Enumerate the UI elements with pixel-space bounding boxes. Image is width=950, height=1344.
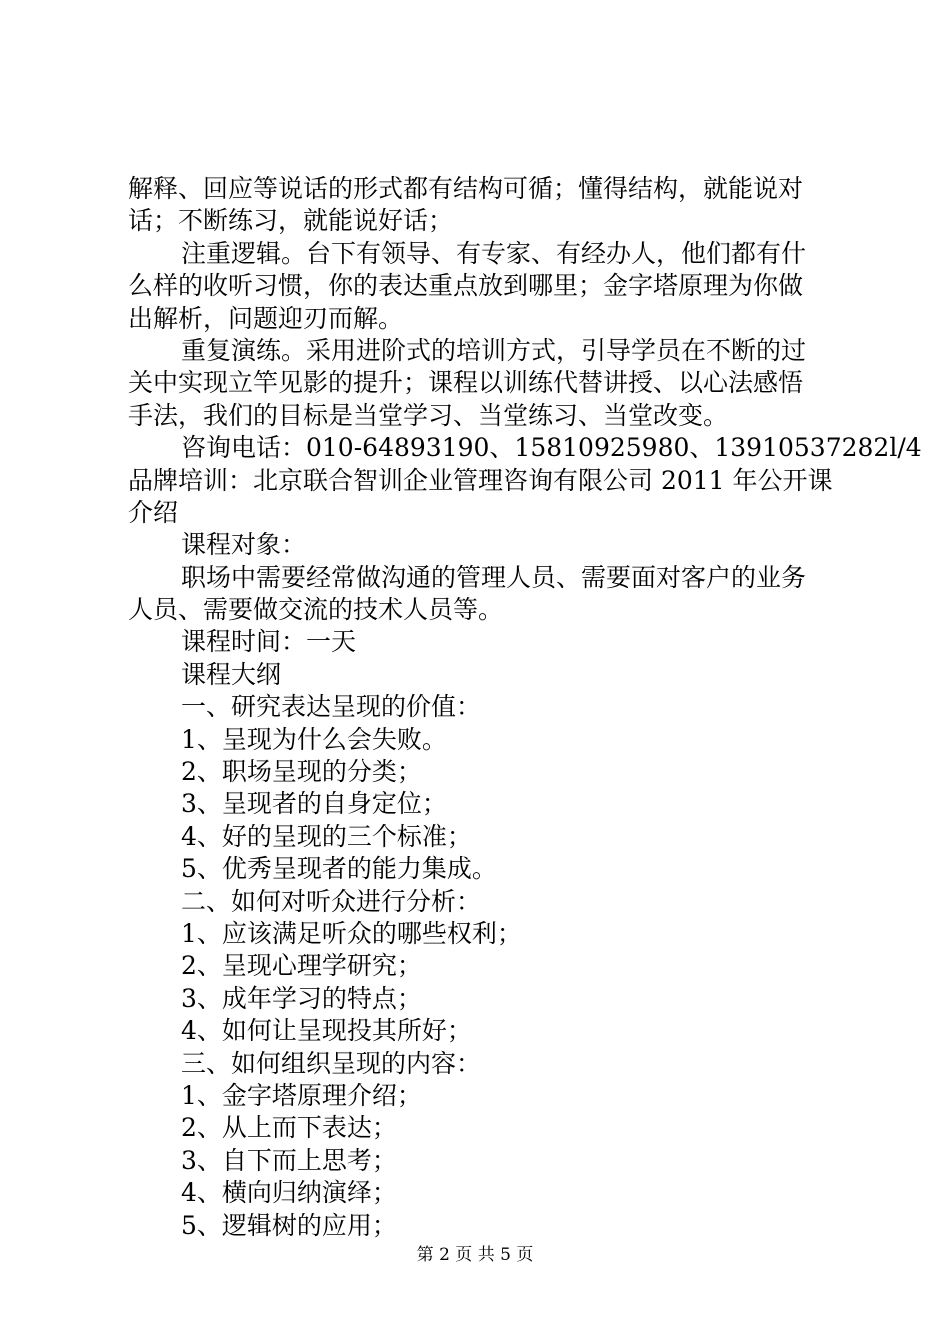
text-line: 1、金字塔原理介绍； (181, 1080, 422, 1110)
text-line: 三、如何组织呈现的内容： (181, 1048, 482, 1078)
text-line: 么样的收听习惯，你的表达重点放到哪里；金字塔原理为你做 (128, 271, 804, 301)
document-body (128, 173, 922, 1242)
text-line: 1、应该满足听众的哪些权利； (181, 918, 522, 948)
text-line: 2、从上而下表达； (181, 1113, 397, 1143)
text-line: 1、呈现为什么会失败。 (181, 724, 447, 754)
text-line: 2、呈现心理学研究； (181, 951, 422, 981)
text-line: 注重逻辑。台下有领导、有专家、有经办人，他们都有什 (181, 238, 807, 268)
text-line: 二、如何对听众进行分析： (181, 886, 482, 916)
text-line: 介绍 (128, 497, 179, 527)
text-line: 课程时间：一天 (181, 627, 357, 657)
text-line: 话；不断练习，就能说好话； (128, 206, 454, 236)
text-line: 解释、回应等说话的形式都有结构可循；懂得结构，就能说对 (128, 174, 804, 203)
text-line: 2、职场呈现的分类； (181, 757, 422, 787)
text-line: 4、好的呈现的三个标准； (181, 821, 472, 851)
text-line: 出解析，问题迎刃而解。 (128, 303, 404, 333)
text-line: 重复演练。采用进阶式的培训方式，引导学员在不断的过 (181, 335, 807, 365)
text-line: 4、如何让呈现投其所好； (181, 1016, 472, 1046)
text-line: 5、优秀呈现者的能力集成。 (181, 854, 497, 884)
text-line: 课程对象： (181, 530, 307, 560)
text-line: 3、呈现者的自身定位； (181, 789, 447, 819)
text-line: 4、横向归纳演绎； (181, 1178, 397, 1208)
text-line: 品牌培训：北京联合智训企业管理咨询有限公司 2011 年公开课 (128, 465, 833, 495)
text-line: 关中实现立竿见影的提升；课程以训练代替讲授、以心法感悟 (128, 368, 804, 398)
text-line: 3、自下而上思考； (181, 1145, 397, 1175)
text-line: 一、研究表达呈现的价值： (181, 692, 482, 722)
text-line: 3、成年学习的特点； (181, 983, 422, 1013)
text-line: 5、逻辑树的应用； (181, 1210, 397, 1240)
text-line: 咨询电话：010-64893190、15810925980、13910537282l/4 (181, 433, 922, 463)
page-footer: 第 2 页 共 5 页 (416, 1245, 534, 1265)
text-line: 职场中需要经常做沟通的管理人员、需要面对客户的业务 (181, 562, 807, 592)
text-line: 手法，我们的目标是当堂学习、当堂练习、当堂改变。 (128, 400, 729, 430)
text-line: 人员、需要做交流的技术人员等。 (128, 595, 504, 625)
text-line: 课程大纲 (181, 659, 282, 689)
